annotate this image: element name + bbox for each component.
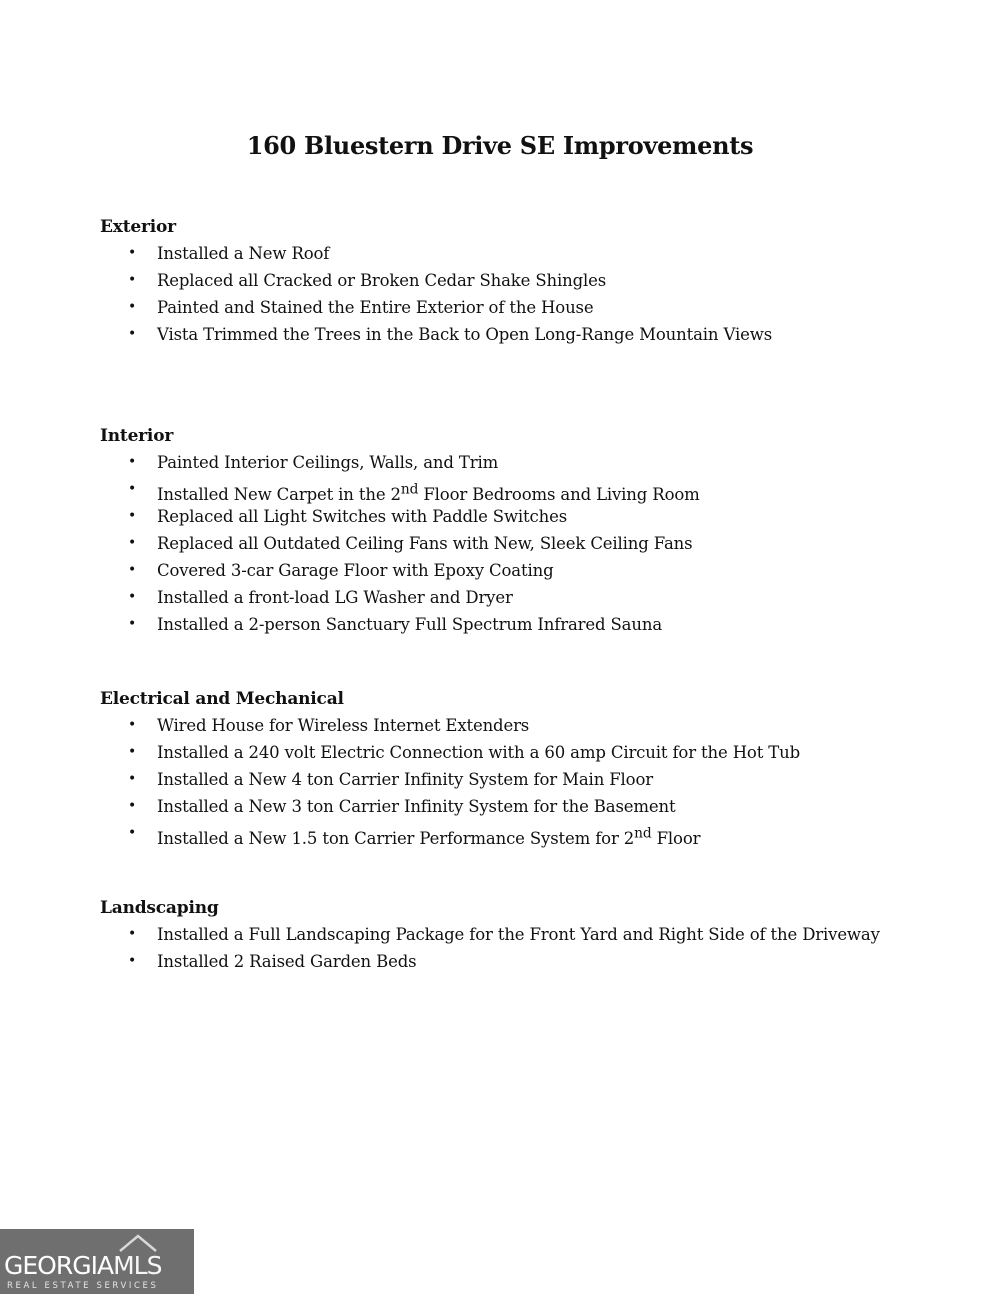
- section-electrical-mechanical: [100, 686, 980, 847]
- list-item-text: Installed a 2-person Sanctuary Full Spectrum Infrared Sauna: [157, 615, 663, 634]
- list-item-text: Installed a New Roof: [157, 244, 330, 263]
- list-item: [100, 503, 980, 530]
- list-item-text: Installed 2 Raised Garden Beds: [157, 952, 417, 971]
- list-item: [100, 611, 980, 638]
- section-heading: Exterior: [100, 217, 176, 237]
- list-item: [100, 766, 980, 793]
- section-heading: Landscaping: [100, 898, 219, 918]
- list-item-text: Painted Interior Ceilings, Walls, and Trim: [157, 453, 499, 472]
- bullet-icon: •: [128, 798, 137, 814]
- list-item: [100, 739, 980, 766]
- list-item: [100, 921, 980, 948]
- house-roof-icon: [118, 1233, 158, 1253]
- section-heading: Electrical and Mechanical: [100, 689, 344, 709]
- list-item: [100, 712, 980, 739]
- bullet-icon: •: [128, 535, 137, 551]
- bullet-icon: •: [128, 589, 137, 605]
- ordinal-suffix: nd: [400, 481, 419, 497]
- bullet-icon: •: [128, 616, 137, 632]
- list-item: [100, 267, 980, 294]
- list-item: [100, 294, 980, 321]
- list-item-text: Replaced all Cracked or Broken Cedar Shake Shingles: [157, 271, 607, 290]
- list-item-text: Replaced all Outdated Ceiling Fans with New, Sleek Ceiling Fans: [157, 534, 693, 553]
- list-item: [100, 793, 980, 820]
- list-item: [100, 449, 980, 476]
- georgia-mls-watermark: [0, 1229, 194, 1294]
- list-item-text: Installed a front-load LG Washer and Dryer: [157, 588, 513, 607]
- list-item-text: Installed a 240 volt Electric Connection with a 60 amp Circuit for the Hot Tub: [157, 743, 801, 762]
- list-item: [100, 820, 980, 847]
- watermark-brand: GEORGIAMLS: [4, 1251, 162, 1280]
- section-landscaping: [100, 895, 980, 975]
- bullet-icon: •: [128, 771, 137, 787]
- list-item: [100, 948, 980, 975]
- bullet-list: [100, 921, 980, 975]
- bullet-icon: •: [128, 299, 137, 315]
- bullet-list: [100, 449, 980, 638]
- list-item-text: Wired House for Wireless Internet Extenders: [157, 716, 530, 735]
- list-item-text: Installed a New 3 ton Carrier Infinity System for the Basement: [157, 797, 676, 816]
- list-item-text: Vista Trimmed the Trees in the Back to Open Long-Range Mountain Views: [157, 325, 773, 344]
- bullet-icon: •: [128, 272, 137, 288]
- bullet-icon: •: [128, 245, 137, 261]
- list-item-text: Installed a New 1.5 ton Carrier Performance System for 2nd Floor: [157, 825, 701, 848]
- list-item: [100, 240, 980, 267]
- section-interior: [100, 423, 980, 638]
- list-item-text: Installed a New 4 ton Carrier Infinity System for Main Floor: [157, 770, 653, 789]
- page-title: 160 Bluestern Drive SE Improvements: [246, 131, 754, 160]
- bullet-icon: •: [128, 825, 137, 841]
- bullet-icon: •: [128, 481, 137, 497]
- bullet-icon: •: [128, 508, 137, 524]
- list-item: [100, 476, 980, 503]
- bullet-icon: •: [128, 326, 137, 342]
- section-exterior: [100, 214, 980, 348]
- watermark-subtitle: REAL ESTATE SERVICES: [7, 1281, 159, 1291]
- list-item-text: Installed a Full Landscaping Package for the Front Yard and Right Side of the Driveway: [157, 925, 880, 944]
- list-item: [100, 557, 980, 584]
- bullet-icon: •: [128, 953, 137, 969]
- list-item: [100, 321, 980, 348]
- list-item-text: Painted and Stained the Entire Exterior of the House: [157, 298, 594, 317]
- list-item-text: Installed New Carpet in the 2nd Floor Bedrooms and Living Room: [157, 481, 700, 504]
- section-heading: Interior: [100, 426, 174, 446]
- list-item: [100, 530, 980, 557]
- ordinal-suffix: nd: [634, 825, 652, 841]
- bullet-list: [100, 712, 980, 847]
- bullet-icon: •: [128, 926, 137, 942]
- bullet-icon: •: [128, 717, 137, 733]
- bullet-icon: •: [128, 744, 137, 760]
- list-item: [100, 584, 980, 611]
- bullet-list: [100, 240, 980, 348]
- bullet-icon: •: [128, 562, 137, 578]
- bullet-icon: •: [128, 454, 137, 470]
- list-item-text: Covered 3-car Garage Floor with Epoxy Coating: [157, 561, 554, 580]
- list-item-text: Replaced all Light Switches with Paddle Switches: [157, 507, 568, 526]
